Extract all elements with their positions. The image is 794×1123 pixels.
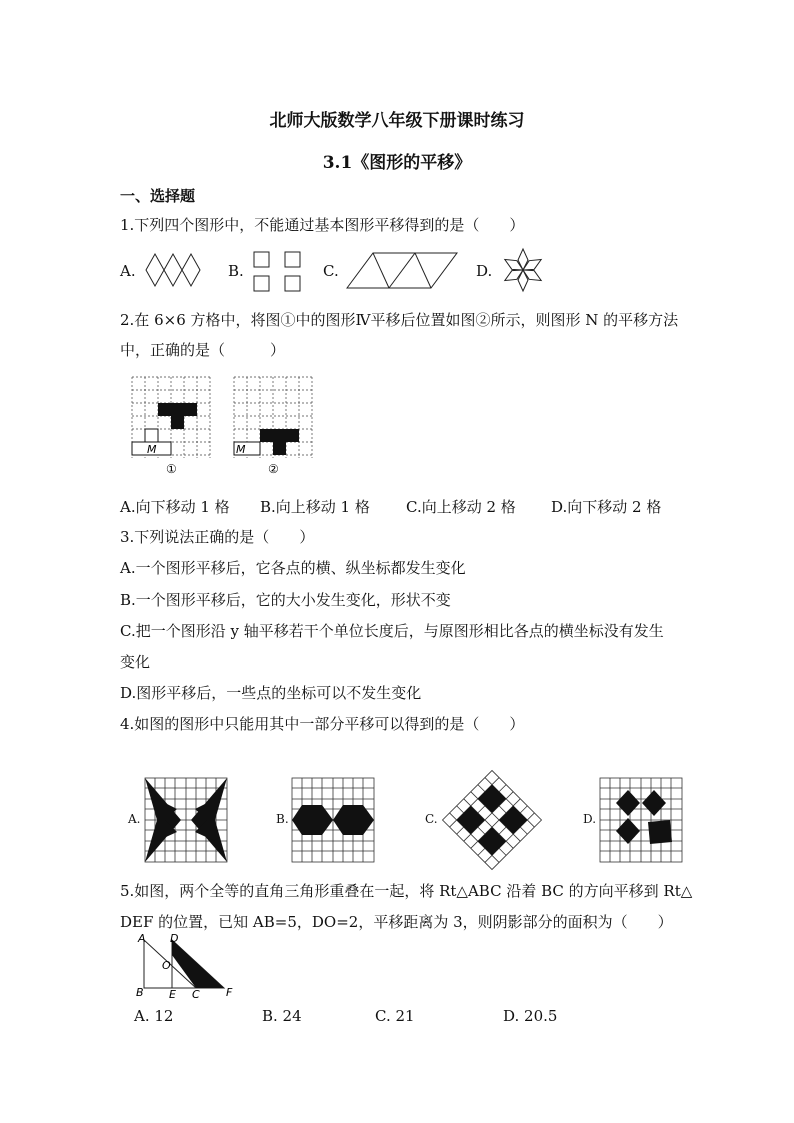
q5-option-a: A. 12 xyxy=(134,1007,174,1025)
q1-stem: 1.下列四个图形中，不能通过基本图形平移得到的是（ ） xyxy=(120,216,525,234)
q4-figure-d xyxy=(598,776,684,866)
q2-fig2-label: ② xyxy=(268,462,279,476)
q5-option-b: B. 24 xyxy=(262,1007,302,1025)
q5-option-d: D. 20.5 xyxy=(503,1007,558,1025)
q4-option-a: A. xyxy=(128,812,141,826)
q2-option-c: C.向上移动 2 格 xyxy=(406,498,516,516)
section-heading: 一、选择题 xyxy=(120,187,196,205)
q2-option-d: D.向下移动 2 格 xyxy=(551,498,662,516)
q5-label-c: C xyxy=(192,988,200,1000)
q3-option-d: D.图形平移后，一些点的坐标可以不发生变化 xyxy=(120,684,422,702)
q3-option-c-cont: 变化 xyxy=(120,653,151,671)
q2-fig2-letter: M xyxy=(236,443,246,456)
q2-fig1-label: ① xyxy=(166,462,177,476)
q5-label-d: D xyxy=(170,932,179,945)
q4-figure-a xyxy=(143,776,229,866)
q1-option-b: B. xyxy=(228,262,244,280)
q1-figure-a xyxy=(143,250,213,290)
q5-label-f: F xyxy=(226,986,233,999)
q2-stem-line2: 中，正确的是（ ） xyxy=(120,341,286,359)
q5-figure xyxy=(134,932,238,1000)
q4-option-d: D. xyxy=(583,812,597,826)
q5-option-c: C. 21 xyxy=(375,1007,415,1025)
q1-figure-d xyxy=(498,246,548,294)
q2-option-b: B.向上移动 1 格 xyxy=(260,498,370,516)
q2-figure-1 xyxy=(128,374,218,478)
q2-figure-2 xyxy=(230,374,320,478)
q4-figure-b xyxy=(290,776,376,866)
q5-label-b: B xyxy=(136,986,144,999)
q4-figure-c xyxy=(440,768,544,872)
q3-option-a: A.一个图形平移后，它各点的横、纵坐标都发生变化 xyxy=(120,559,466,577)
q4-option-b: B. xyxy=(276,812,289,826)
q5-stem-line1: 5.如图，两个全等的直角三角形重叠在一起，将 Rt△ABC 沿着 BC 的方向平移到 Rt△ xyxy=(120,882,693,900)
q3-option-b: B.一个图形平移后，它的大小发生变化，形状不变 xyxy=(120,591,451,609)
q1-figure-c xyxy=(345,250,460,290)
q1-option-a: A. xyxy=(120,262,136,280)
q5-label-o: O xyxy=(162,959,171,972)
q2-stem-line1: 2.在 6×6 方格中，将图①中的图形Ⅳ平移后位置如图②所示，则图形 N 的平移方法 xyxy=(120,311,679,329)
q5-stem-line2: DEF 的位置，已知 AB=5，DO=2，平移距离为 3，则阴影部分的面积为（ ） xyxy=(120,913,673,931)
q1-option-c: C. xyxy=(323,262,339,280)
doc-subtitle: 3.1《图形的平移》 xyxy=(322,153,472,173)
q3-stem: 3.下列说法正确的是（ ） xyxy=(120,528,315,546)
q1-option-d: D. xyxy=(476,262,493,280)
q5-label-a: A xyxy=(138,932,146,945)
q5-label-e: E xyxy=(169,988,176,1000)
q4-stem: 4.如图的图形中只能用其中一部分平移可以得到的是（ ） xyxy=(120,715,525,733)
q2-fig1-letter: M xyxy=(147,443,157,456)
q4-option-c: C. xyxy=(425,812,438,826)
q1-figure-b xyxy=(250,248,306,294)
doc-title: 北师大版数学八年级下册课时练习 xyxy=(269,111,525,131)
q2-option-a: A.向下移动 1 格 xyxy=(120,498,230,516)
q3-option-c: C.把一个图形沿 y 轴平移若干个单位长度后，与原图形相比各点的横坐标没有发生 xyxy=(120,622,664,640)
